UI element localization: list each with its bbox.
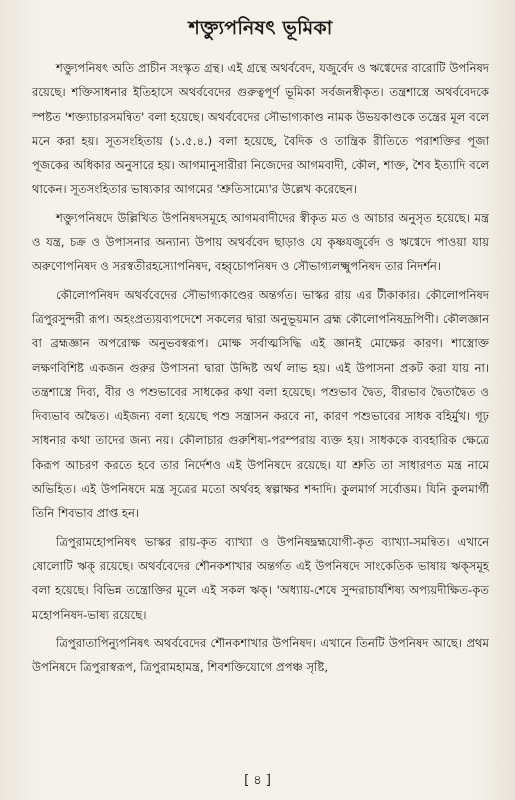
paragraph-2: শক্ত্যুপনিষদে উল্লিখিত উপনিষদসমূহে আগমবাদীদের স্বীকৃত মত ও আচার অনুসৃত হয়েছে। মন্ত্র ও যন্ত্র, চক্র ও উপাসনার অন্যান্য উপায় অথর্ববেদ ছাড়াও যে কৃষ্ণযজুর্বেদ ও ঋগ্বেদে পাওয়া যায় অরুণোপনিষদ ও সরস্বতীরহস্যোপনিষদ, বহ্বৃচোপনিষদ ও সৌভাগ্যলক্ষ্মুপনিষদ তার নিদর্শন। (32, 210, 489, 274)
paragraph-3: কৌলোপনিষদ অথর্ববেদের সৌভাগ্যকাণ্ডের অন্তর্গত। ভাস্কর রায় এর টীকাকার। কৌলোপনিষদ ত্রিপুরসুন্দরী রূপ। অহংপ্রত্যয়ব্যপদেশে সকলের দ্বারা অনুভূয়মান ব্রহ্ম কৌলোপনিষদ্রূপিণী। কৌলজ্ঞান বা ব্রহ্মজ্ঞান অপরোক্ষ অনুভবস্বরূপ। মোক্ষ সর্বাত্মসিদ্ধি এই জ্ঞানই মোক্ষের কারণ। শাস্ত্রোক্ত লক্ষণবিশিষ্ট একজন গুরুর উপাসনা দ্বারা উদ্দিষ্ট অর্থ লাভ হয়। এই উপাসনা প্রকট করা যায় না। তন্ত্রশাস্ত্রে দিব্য, বীর ও পশুভাবের সাধকের কথা বলা হয়েছে। পশুভাব দ্বৈত, বীরভাব দ্বৈতাদ্বৈত ও দিব্যভাব অদ্বৈত। এইজন্য বলা হয়েছে পশু সন্ত্রাসন করবে না, কারণ পশুভাবের সাধক বহির্মুখ। গূঢ় সাধনার কথা তাদের জন্য নয়। কৌলাচার গুরুশিষ্য-পরম্পরায় ব্যক্ত হয়। সাধককে ব্যবহারিক ক্ষেত্রে কিরূপ আচরণ করতে হবে তার নির্দেশও এই উপনিষদে রয়েছে। যা শ্রুতি তা সাধারণত মন্ত্র নামে অভিহিত। এই উপনিষদে মন্ত্র সূত্রের মতো অর্থবহ স্বল্পাক্ষর শব্দাদি। কুলমার্গ সর্বোত্তম। যিনি কুলমার্গী তিনি শিবভাব প্রাপ্ত হন। (32, 287, 489, 521)
paragraph-5: ত্রিপুরাতাপিন্যুপনিষৎ অথর্ববেদের শৌনকশাখার উপনিষদ। এখানে তিনটি উপনিষদ আছে। প্রথম উপনিষদে ত্রিপুরাস্বরূপ, ত্রিপুরামহামন্ত্র, শিবশক্তিযোগে প্রপঞ্চ সৃষ্টি, (32, 635, 489, 675)
body-text (32, 56, 489, 679)
paragraph-4: ত্রিপুরামহোপনিষৎ ভাস্কর রায়-কৃত ব্যাখ্যা ও উপনিষদ্ব্রহ্মযোগী-কৃত ব্যাখ্যা-সমন্বিত। এখানে ষোলোটি ঋক্ রয়েছে। অথর্ববেদের শৌনকশাখার অন্তর্গত এই উপনিষদে সাংকেতিক ভাষায় ঋক্‌সমূহ বলা হয়েছে। বিভিন্ন তন্ত্রোক্তির মূলে এই সকল ঋক্। 'অধ্যায়-শেষে সুন্দরাচার্যশিষ্য অপ্যয়দীক্ষিত-কৃত মহোপনিষদ-ভাষ্য রয়েছে। (32, 534, 489, 622)
page-number: [ ৪ ] (244, 773, 271, 788)
page-title: শক্ত্যুপনিষৎ ভূমিকা (188, 17, 333, 39)
paragraph-1: শক্ত্যুপনিষৎ অতি প্রাচীন সংস্কৃত গ্রন্থ। এই গ্রন্থে অথর্ববেদ, যজুর্বেদ ও ঋগ্বেদের বারোটি উপনিষদ রয়েছে। শক্তিসাধনার ইতিহাসে অথর্ববেদের গুরুত্বপূর্ণ ভূমিকা সর্বজনস্বীকৃত। তন্ত্রশাস্ত্রে অথর্ববেদকে স্পষ্টত 'শক্ত্যাচারসমন্বিত' বলা হয়েছে। অথর্ববেদের সৌভাগ্যকাণ্ড নামক উভয়কাণ্ডকে তন্ত্রের মূল বলে মনে করা হয়। সূতসংহিতায় (১.৫.৪.) বলা হয়েছে, বৈদিক ও তান্ত্রিক রীতিতে পরাশক্তির পূজা পূজকের অধিকার অনুসারে হয়। আগমানুসারীরা নিজেদের আগমবাদী, কৌল, শাক্ত, শৈব ইত্যাদি বলে থাকেন। সূতসংহিতার ভাষ্যকার আগমের 'শ্রুতিসাম্যে'র উল্লেখ করেছেন। (32, 61, 489, 197)
